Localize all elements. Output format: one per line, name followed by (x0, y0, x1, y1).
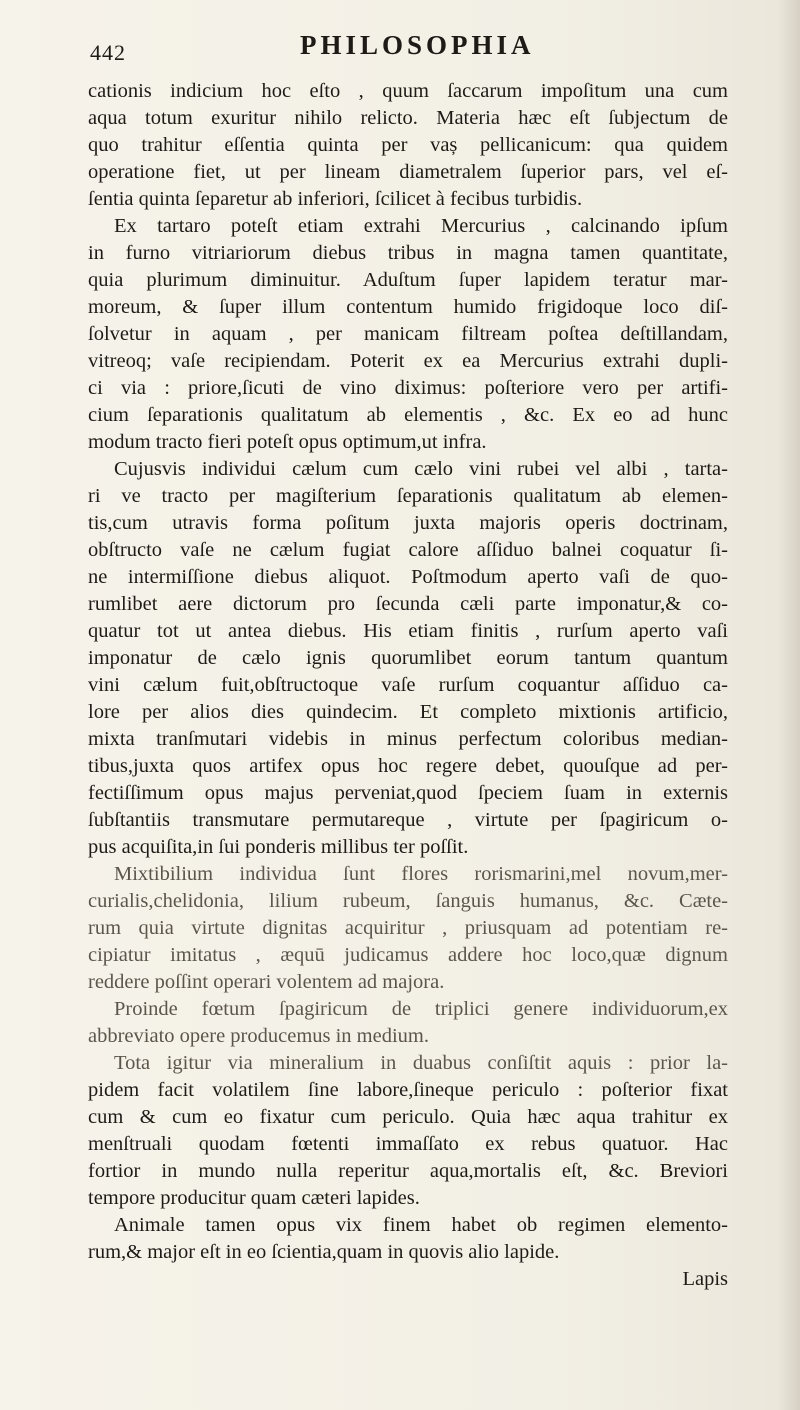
text-line: fectiſſimum opus majus perveniat,quod ſpeciem ſuam in externis (88, 782, 728, 804)
text-line: ſubſtantiis transmutare permutareque , virtute per ſpagiricum o- (88, 809, 728, 831)
text-line: cium ſeparationis qualitatum ab elementis , &c. Ex eo ad hunc (88, 404, 728, 426)
text-line: cationis indicium hoc eſto , quum ſaccarum impoſitum una cum (88, 80, 728, 102)
text-line: quo trahitur eſſentia quinta per vaș pellicanicum: qua quidem (88, 134, 728, 156)
text-line: cipiatur imitatus , æquū judicamus addere hoc loco,quæ dignum (88, 944, 728, 966)
text-line: quatur tot ut antea diebus. His etiam finitis , rurſum aperto vaſi (88, 620, 728, 642)
page-edge-shadow (778, 0, 800, 1410)
text-line: ſentia quinta ſeparetur ab inferiori, ſcilicet à fecibus turbidis. (88, 188, 583, 210)
text-line: tis,cum utravis forma poſitum juxta majoris operis doctrinam, (88, 512, 728, 534)
text-line: ri ve tracto per magiſterium ſeparationis qualitatum ab elemen- (88, 485, 728, 507)
text-line: menſtruali quodam fœtenti immaſſato ex rebus quatuor. Hac (88, 1133, 728, 1155)
text-line: rum,& major eſt in eo ſcientia,quam in quovis alio lapide. (88, 1241, 560, 1263)
text-line: lore per alios dies quindecim. Et completo mixtionis artificio, (88, 701, 728, 723)
text-line: Cujusvis individui cælum cum cælo vini rubei vel albi , tarta- (114, 458, 728, 480)
text-line: quia plurimum diminuitur. Aduſtum ſuper lapidem teratur mar- (88, 269, 728, 291)
page-header (90, 30, 730, 70)
text-line: pidem facit volatilem ſine labore,ſineque periculo : poſterior fixat (88, 1079, 728, 1101)
text-line: tempore producitur quam cæteri lapides. (88, 1187, 420, 1209)
text-line: mixta tranſmutari videbis in minus perfectum coloribus median- (88, 728, 728, 750)
text-line: cum & cum eo fixatur cum periculo. Quia hæc aqua trahitur ex (88, 1106, 728, 1128)
text-line: Ex tartaro poteſt etiam extrahi Mercurius , calcinando ipſum (114, 215, 728, 237)
catchword: Lapis (682, 1268, 728, 1290)
body-text (88, 78, 728, 1293)
text-line: curialis,chelidonia, lilium rubeum, ſanguis humanus, &c. Cæte- (88, 890, 728, 912)
text-line: moreum, & ſuper illum contentum humido frigidoque loco diſ- (88, 296, 728, 318)
text-line: aqua totum exuritur nihilo relicto. Materia hæc eſt ſubjectum de (88, 107, 728, 129)
text-line: vini cælum fuit,obſtructoque vaſe rurſum coquantur aſſiduo ca- (88, 674, 728, 696)
text-line: tibus,juxta quos artifex opus hoc regere debet, quouſque ad per- (88, 755, 728, 777)
text-line: ſolvetur in aquam , per manicam filtream poſtea deſtillandam, (88, 323, 728, 345)
text-line: Mixtibilium individua ſunt flores rorismarini,mel novum,mer- (114, 863, 728, 885)
text-line: rum quia virtute dignitas acquiritur , priusquam ad potentiam re- (88, 917, 728, 939)
text-line: Tota igitur via mineralium in duabus conſiſtit aquis : prior la- (114, 1052, 728, 1074)
text-line: modum tracto fieri poteſt opus optimum,ut infra. (88, 431, 487, 453)
text-line: reddere poſſint operari volentem ad majora. (88, 971, 445, 993)
text-line: vitreoq; vaſe recipiendam. Poterit ex ea Mercurius extrahi dupli- (88, 350, 728, 372)
text-line: abbreviato opere producemus in medium. (88, 1025, 429, 1047)
running-title: PHILOSOPHIA (300, 30, 535, 60)
text-line: operatione fiet, ut per lineam diametralem ſuperior pars, vel eſ- (88, 161, 728, 183)
text-line: pus acquiſita,in ſui ponderis millibus ter poſſit. (88, 836, 469, 858)
text-line: ci via : priore,ſicuti de vino diximus: poſteriore vero per artifi- (88, 377, 728, 399)
text-line: in furno vitriariorum diebus tribus in magna tamen quantitate, (88, 242, 728, 264)
text-line: rumlibet aere dictorum pro ſecunda cæli parte imponatur,& co- (88, 593, 728, 615)
text-line: imponatur de cælo ignis quorumlibet eorum tantum quantum (88, 647, 728, 669)
text-line: fortior in mundo nulla reperitur aqua,mortalis eſt, &c. Breviori (88, 1160, 728, 1182)
text-line: ne intermiſſione diebus aliquot. Poſtmodum aperto vaſi de quo- (88, 566, 728, 588)
page-number: 442 (90, 40, 126, 65)
text-line: Proinde fœtum ſpagiricum de triplici genere individuorum,ex (114, 998, 728, 1020)
text-line: Animale tamen opus vix finem habet ob regimen elemento- (114, 1214, 728, 1236)
text-line: obſtructo vaſe ne cælum fugiat calore aſſiduo balnei coquatur ſi- (88, 539, 728, 561)
